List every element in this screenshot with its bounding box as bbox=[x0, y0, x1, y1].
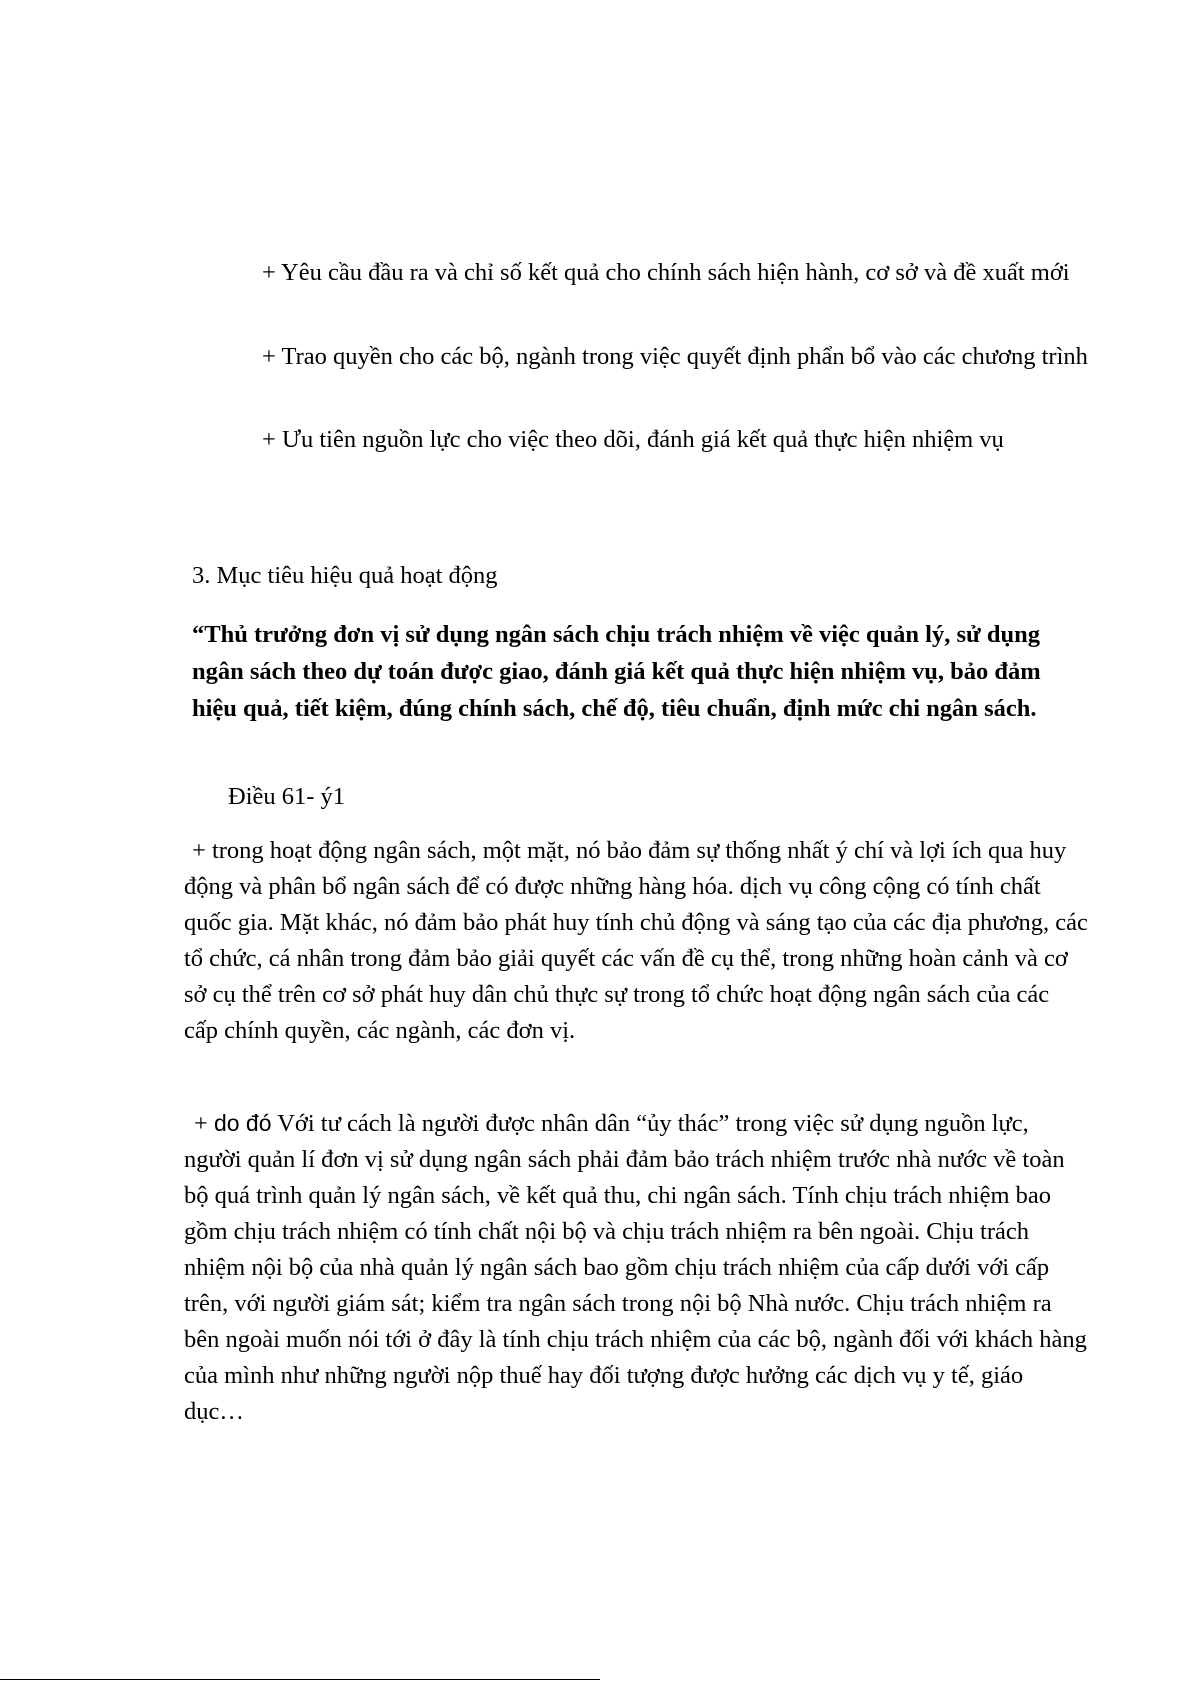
bold-quote: “Thủ trưởng đơn vị sử dụng ngân sách chịu trách nhiệm về việc quản lý, sử dụng ngân sách theo dự toán được giao, đánh giá kết quả thực hiện nhiệm vụ, bảo đảm hiệu quả, tiết kiệm, đúng chính sách, chế độ, tiêu chuẩn, định mức chi ngân sách. bbox=[192, 621, 1041, 722]
body-paragraph-2-prefix: + bbox=[194, 1110, 208, 1137]
body-paragraph-2-inline-sans: do đó bbox=[213, 1110, 272, 1136]
body-paragraph-1 bbox=[184, 833, 1089, 1049]
section-heading: 3. Mục tiêu hiệu quả hoạt động bbox=[192, 562, 498, 589]
bullet-output-requirements: + Yêu cầu đầu ra và chỉ số kết quả cho chính sách hiện hành, cơ sở và đề xuất mới bbox=[262, 259, 1070, 286]
bullet-delegation: + Trao quyền cho các bộ, ngành trong việc quyết định phẩn bổ vào các chương trình bbox=[262, 343, 1088, 370]
body-paragraph-2-text: Với tư cách là người được nhân dân “ủy thác” trong việc sử dụng nguồn lực, người quản lí đơn vị sử dụng ngân sách phải đảm bảo trách nhiệm trước nhà nước về toàn bộ quá trình quản lý ngân sách, về kết quả thu, chi ngân sách. Tính chịu trách nhiệm bao gồm chịu trách nhiệm có tính chất nội bộ và chịu trách nhiệm ra bên ngoài. Chịu trách nhiệm nội bộ của nhà quản lý ngân sách bao gồm chịu trách nhiệm của cấp dưới với cấp trên, với người giám sát; kiểm tra ngân sách trong nội bộ Nhà nước. Chịu trách nhiệm ra bên ngoài muốn nói tới ở đây là tính chịu trách nhiệm của các bộ, ngành đối với khách hàng của mình như những người nộp thuế hay đối tượng được hưởng các dịch vụ y tế, giáo dục… bbox=[184, 1110, 1087, 1425]
footer-rule bbox=[0, 1679, 600, 1680]
body-paragraph-2 bbox=[184, 1105, 1089, 1430]
body-paragraph-1-text: + trong hoạt động ngân sách, một mặt, nó bảo đảm sự thống nhất ý chí và lợi ích qua huy động và phân bổ ngân sách để có được những hàng hóa. dịch vụ công cộng có tính chất quốc gia. Mặt khác, nó đảm bảo phát huy tính chủ động và sáng tạo của các địa phương, các tổ chức, cá nhân trong đảm bảo giải quyết các vấn đề cụ thể, trong những hoàn cảnh và cơ sở cụ thể trên cơ sở phát huy dân chủ thực sự trong tổ chức hoạt động ngân sách của các cấp chính quyền, các ngành, các đơn vị. bbox=[184, 837, 1088, 1044]
bullet-resource-priority: + Ưu tiên nguồn lực cho việc theo dõi, đánh giá kết quả thực hiện nhiệm vụ bbox=[262, 426, 1004, 453]
article-reference: Điều 61- ý1 bbox=[228, 783, 346, 810]
